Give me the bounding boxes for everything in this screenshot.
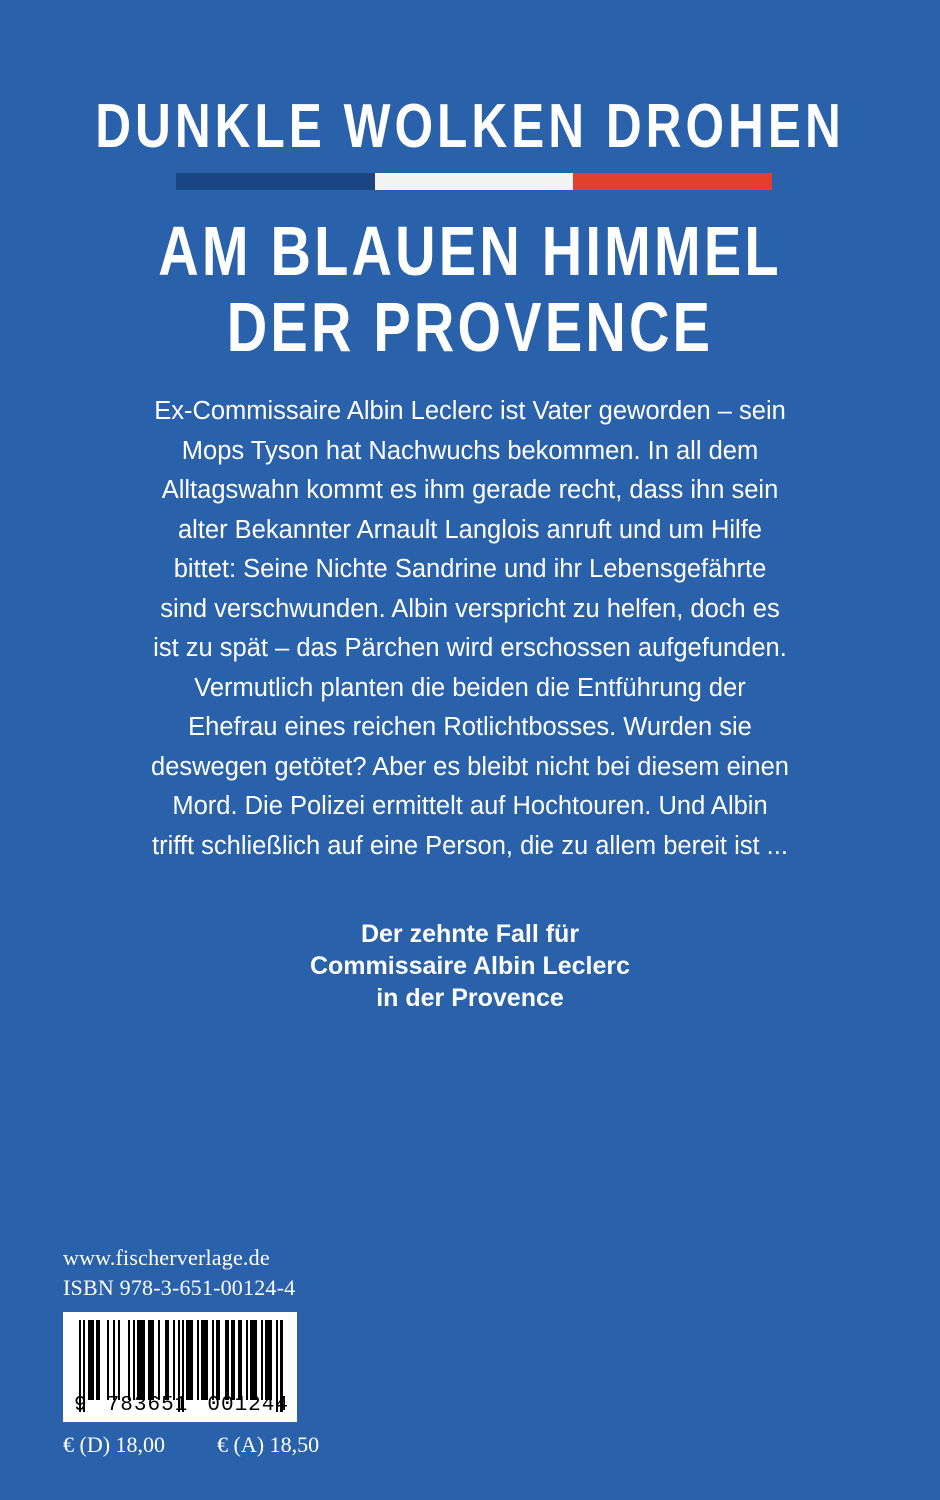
blurb-line: bittet: Seine Nichte Sandrine und ihr Lebensgefährte xyxy=(173,555,767,583)
tagline-line-1: Der zehnte Fall für xyxy=(360,920,580,948)
barcode-digits xyxy=(73,1395,289,1417)
title-line-secondary: AM BLAUEN HIMMEL xyxy=(158,212,782,290)
blurb-line: Mops Tyson hat Nachwuchs bekommen. In all dem xyxy=(181,436,759,465)
publisher-website[interactable]: www.fischerverlage.de xyxy=(63,1245,270,1270)
blurb-text xyxy=(92,392,848,866)
price-austria: € (A) 18,50 xyxy=(217,1432,320,1457)
tricolor-blue-segment xyxy=(176,173,375,190)
ean-barcode xyxy=(63,1312,297,1422)
blurb-line: alter Bekannter Arnault Langlois anruft und um Hilfe xyxy=(177,515,762,544)
blurb-line: Alltagswahn kommt es ihm gerade recht, dass ihn sein xyxy=(161,476,779,504)
blurb-line: Ehefrau eines reichen Rotlichtbosses. Wurden sie xyxy=(188,713,752,741)
title-line-tertiary: DER PROVENCE xyxy=(226,288,714,366)
french-tricolor-rule xyxy=(176,173,772,190)
publisher-footer xyxy=(63,1243,483,1303)
barcode-digits-right: 001244 xyxy=(207,1394,289,1417)
price-row xyxy=(63,1432,483,1458)
tricolor-red-segment xyxy=(573,173,772,190)
tagline-line-2: Commissaire Albin Leclerc xyxy=(309,952,631,980)
subtitle-block xyxy=(0,206,940,366)
series-tagline xyxy=(0,918,940,1014)
tagline-line-3: in der Provence xyxy=(376,984,564,1012)
blurb-line: Mord. Die Polizei ermittelt auf Hochtouren. Und Albin xyxy=(172,792,768,820)
blurb-line: ist zu spät – das Pärchen wird erschossen aufgefunden. xyxy=(153,634,787,662)
title-line-primary: DUNKLE WOLKEN DROHEN xyxy=(95,92,845,161)
blurb-line: sind verschwunden. Albin verspricht zu helfen, doch es xyxy=(160,594,780,623)
barcode-bars xyxy=(79,1320,283,1400)
isbn-text: ISBN 978-3-651-00124-4 xyxy=(63,1275,296,1300)
barcode-digits-left: 783651 xyxy=(106,1394,189,1417)
blurb-line: deswegen getötet? Aber es bleibt nicht bei diesem einen xyxy=(151,752,789,781)
price-germany: € (D) 18,00 xyxy=(63,1432,166,1457)
tricolor-white-segment xyxy=(375,173,573,190)
title-block xyxy=(0,92,940,161)
blurb-line: Vermutlich planten die beiden die Entführung der xyxy=(194,673,746,702)
blurb-line: trifft schließlich auf eine Person, die zu allem bereit ist ... xyxy=(152,831,788,860)
blurb-line: Ex-Commissaire Albin Leclerc ist Vater geworden – sein xyxy=(154,397,786,425)
barcode-digit-lead: 9 xyxy=(74,1394,88,1417)
